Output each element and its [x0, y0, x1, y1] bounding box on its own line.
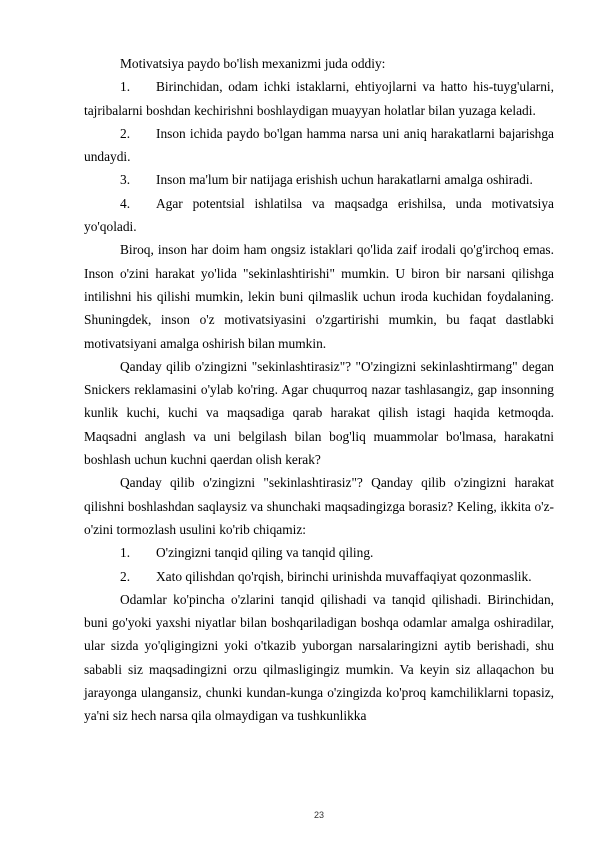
page-number: 23 — [313, 810, 324, 820]
paragraph-4: Odamlar ko'pincha o'zlarini tanqid qilishadi va tanqid qilishadi. Birinchidan, buni go'yoki yaxshi niyatlar bilan boshqariladigan boshqa odamlar amalga oshiradilar, ular sizda yo'qligingizni yoki o'tkazib yuborgan narsalaringizni aytib berishadi, shu sababli siz maqsadingizni orzu qilmasligingiz mumkin. Va keyin siz allaqachon bu jarayonga ulangansiz, chunki kundan-kunga o'zingizda ko'proq kamchiliklarni topasiz, ya'ni siz hech narsa qila olmaydigan va tushkunlikka — [84, 591, 554, 724]
list-number: 1. — [120, 79, 131, 95]
list-item-4 — [84, 192, 554, 239]
list-item-1 — [84, 75, 554, 122]
list-number: 1. — [120, 545, 131, 561]
paragraph-3: Qanday qilib o'zingizni "sekinlashtirasiz"? Qanday qilib o'zingizni harakat qilishni boshlashdan saqlaysiz va shunchaki maqsadingizga borasiz? Keling, ikkita o'z-o'zini tormozlash usulini ko'rib chiqamiz: — [84, 475, 554, 537]
list-number: 3. — [120, 172, 131, 188]
list-item-3 — [84, 168, 554, 191]
list-number: 2. — [120, 568, 131, 584]
paragraph-2: Qanday qilib o'zingizni "sekinlashtirasiz"? "O'zingizni sekinlashtirmang" degan Snickers reklamasini o'ylab ko'ring. Agar chuqurroq nazar tashlasangiz, gap insonning kunlik kuchi, kuchi va maqsadiga qarab harakat qilish istagi haqida ketmoqda. Maqsadni anglash va uni belgilash bilan bog'liq muammolar bo'lmasa, harakatni boshlash uchun kuchni qaerdan olish kerak? — [84, 358, 554, 468]
list2-item-1 — [84, 541, 554, 564]
document-page — [84, 52, 554, 728]
list-text: Agar potentsial ishlatilsa va maqsadga erishilsa, unda motivatsiya yo'qoladi. — [84, 195, 554, 235]
list-number: 2. — [120, 125, 131, 141]
list-text: Xato qilishdan qo'rqish, birinchi urinishda muvaffaqiyat qozonmaslik. — [156, 568, 532, 584]
list-text: Inson ichida paydo bo'lgan hamma narsa uni aniq harakatlarni bajarishga undaydi. — [84, 125, 554, 165]
list-text: O'zingizni tanqid qiling va tanqid qiling. — [156, 545, 374, 561]
paragraph-1: Biroq, inson har doim ham ongsiz istaklari qo'lida zaif irodali qo'g'irchoq emas. Inson o'zini harakat yo'lida "sekinlashtirishi" mumkin. U biron bir narsani qilishga intilishni his qilishi mumkin, lekin buni qilmaslik uchun iroda kuchidan foydalaning. Shuningdek, inson o'z motivatsiyasini o'zgartirishi mumkin, bu faqat dastlabki motivatsiyani amalga oshirish bilan mumkin. — [84, 242, 554, 351]
list-item-2 — [84, 122, 554, 169]
list2-item-2 — [84, 565, 554, 588]
intro-line: Motivatsiya paydo bo'lish mexanizmi juda oddiy: — [120, 56, 386, 71]
list-text: Birinchidan, odam ichki istaklarni, ehtiyojlarni va hatto his-tuyg'ularni, tajribalarni boshdan kechirishni boshlaydigan muayyan holatlar bilan yuzaga keladi. — [84, 79, 554, 118]
list-text: Inson ma'lum bir natijaga erishish uchun harakatlarni amalga oshiradi. — [156, 172, 533, 188]
list-number: 4. — [120, 195, 131, 211]
